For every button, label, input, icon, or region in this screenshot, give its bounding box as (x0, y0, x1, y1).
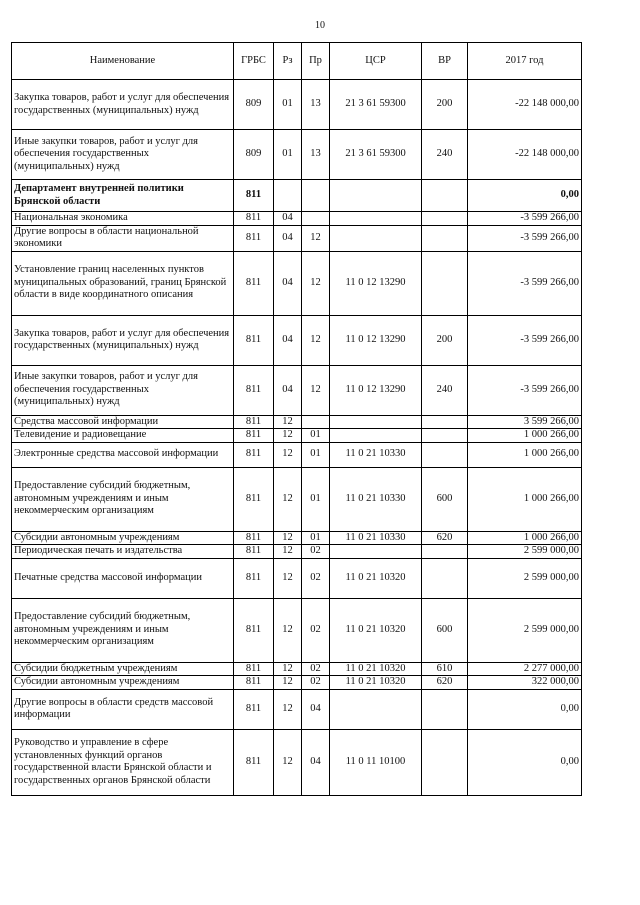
cell-pr: 01 (302, 531, 330, 545)
table-row (12, 442, 582, 467)
cell-amount: -3 599 266,00 (468, 315, 582, 365)
cell-csr: 11 0 21 10330 (330, 442, 422, 467)
cell-grbs: 811 (234, 598, 274, 662)
cell-name: Установление границ населенных пунктов муниципальных образований, границ Брянской области в виде координатного описания (12, 251, 234, 315)
cell-csr: 11 0 21 10330 (330, 467, 422, 531)
cell-rz: 12 (274, 558, 302, 598)
cell-vr (422, 729, 468, 795)
cell-pr: 01 (302, 429, 330, 443)
cell-vr (422, 442, 468, 467)
budget-table (11, 42, 582, 796)
cell-pr (302, 212, 330, 226)
table-row (12, 415, 582, 429)
cell-pr: 02 (302, 662, 330, 676)
cell-amount: 0,00 (468, 689, 582, 729)
cell-name: Периодическая печать и издательства (12, 545, 234, 559)
cell-rz: 12 (274, 415, 302, 429)
cell-amount: 1 000 266,00 (468, 467, 582, 531)
cell-rz: 12 (274, 531, 302, 545)
header-name: Наименование (12, 43, 234, 80)
cell-grbs: 811 (234, 415, 274, 429)
cell-pr: 02 (302, 558, 330, 598)
table-row (12, 225, 582, 251)
cell-csr: 11 0 21 10330 (330, 531, 422, 545)
table-body (12, 80, 582, 796)
cell-grbs: 811 (234, 689, 274, 729)
cell-vr: 600 (422, 598, 468, 662)
header-csr: ЦСР (330, 43, 422, 80)
cell-csr: 11 0 12 13290 (330, 365, 422, 415)
cell-rz: 12 (274, 467, 302, 531)
cell-csr (330, 180, 422, 212)
cell-grbs: 811 (234, 442, 274, 467)
cell-csr (330, 225, 422, 251)
cell-vr: 620 (422, 531, 468, 545)
cell-amount: 2 599 000,00 (468, 545, 582, 559)
cell-grbs: 811 (234, 180, 274, 212)
table-row (12, 662, 582, 676)
cell-amount: -3 599 266,00 (468, 251, 582, 315)
cell-name: Средства массовой информации (12, 415, 234, 429)
cell-csr: 21 3 61 59300 (330, 80, 422, 130)
table-row (12, 251, 582, 315)
cell-name: Национальная экономика (12, 212, 234, 226)
cell-pr (302, 415, 330, 429)
table-row (12, 80, 582, 130)
table-row (12, 676, 582, 690)
cell-vr (422, 212, 468, 226)
cell-csr (330, 212, 422, 226)
table-row (12, 531, 582, 545)
cell-name: Печатные средства массовой информации (12, 558, 234, 598)
cell-grbs: 811 (234, 225, 274, 251)
cell-grbs: 811 (234, 315, 274, 365)
cell-name: Департамент внутренней политики Брянской области (12, 180, 234, 212)
cell-pr: 02 (302, 676, 330, 690)
cell-grbs: 811 (234, 429, 274, 443)
cell-name: Субсидии автономным учреждениям (12, 676, 234, 690)
cell-csr: 11 0 21 10320 (330, 598, 422, 662)
cell-name: Иные закупки товаров, работ и услуг для обеспечения государственных (муниципальных) нужд (12, 130, 234, 180)
cell-name: Другие вопросы в области средств массовой информации (12, 689, 234, 729)
cell-grbs: 809 (234, 80, 274, 130)
cell-amount: 3 599 266,00 (468, 415, 582, 429)
page-number: 10 (315, 20, 325, 31)
cell-grbs: 811 (234, 662, 274, 676)
table-row (12, 315, 582, 365)
cell-rz: 12 (274, 729, 302, 795)
cell-csr: 11 0 21 10320 (330, 662, 422, 676)
cell-grbs: 811 (234, 251, 274, 315)
cell-amount: 0,00 (468, 729, 582, 795)
table-row (12, 598, 582, 662)
cell-grbs: 811 (234, 558, 274, 598)
cell-vr (422, 225, 468, 251)
cell-amount: 1 000 266,00 (468, 429, 582, 443)
cell-name: Руководство и управление в сфере установленных функций органов государственной власти Брянской области и государственных органов Брянской области (12, 729, 234, 795)
table-row (12, 365, 582, 415)
cell-pr: 12 (302, 225, 330, 251)
cell-rz: 12 (274, 429, 302, 443)
cell-name: Телевидение и радиовещание (12, 429, 234, 443)
cell-pr: 12 (302, 315, 330, 365)
cell-vr (422, 545, 468, 559)
cell-grbs: 811 (234, 365, 274, 415)
cell-name: Субсидии бюджетным учреждениям (12, 662, 234, 676)
cell-pr: 01 (302, 467, 330, 531)
header-rz: Рз (274, 43, 302, 80)
cell-amount: 0,00 (468, 180, 582, 212)
cell-pr (302, 180, 330, 212)
header-year: 2017 год (468, 43, 582, 80)
header-grbs: ГРБС (234, 43, 274, 80)
cell-csr (330, 429, 422, 443)
table-row (12, 467, 582, 531)
cell-rz: 12 (274, 676, 302, 690)
cell-vr: 200 (422, 315, 468, 365)
table-row (12, 689, 582, 729)
table-row (12, 130, 582, 180)
cell-grbs: 811 (234, 545, 274, 559)
cell-name: Закупка товаров, работ и услуг для обеспечения государственных (муниципальных) нужд (12, 80, 234, 130)
cell-pr: 12 (302, 251, 330, 315)
cell-grbs: 811 (234, 212, 274, 226)
cell-rz: 04 (274, 212, 302, 226)
cell-grbs: 811 (234, 531, 274, 545)
cell-vr (422, 429, 468, 443)
cell-pr: 13 (302, 130, 330, 180)
cell-pr: 01 (302, 442, 330, 467)
cell-name: Другие вопросы в области национальной экономики (12, 225, 234, 251)
cell-name: Субсидии автономным учреждениям (12, 531, 234, 545)
cell-rz: 12 (274, 545, 302, 559)
table-row (12, 212, 582, 226)
cell-name: Закупка товаров, работ и услуг для обеспечения государственных (муниципальных) нужд (12, 315, 234, 365)
cell-vr (422, 415, 468, 429)
cell-rz: 12 (274, 662, 302, 676)
cell-vr: 610 (422, 662, 468, 676)
cell-csr: 21 3 61 59300 (330, 130, 422, 180)
cell-rz: 04 (274, 365, 302, 415)
cell-vr: 200 (422, 80, 468, 130)
cell-vr: 620 (422, 676, 468, 690)
table-row (12, 729, 582, 795)
cell-vr: 240 (422, 365, 468, 415)
cell-rz: 04 (274, 225, 302, 251)
table-row (12, 558, 582, 598)
cell-rz: 12 (274, 442, 302, 467)
cell-rz: 12 (274, 598, 302, 662)
cell-amount: -3 599 266,00 (468, 225, 582, 251)
cell-amount: 2 599 000,00 (468, 598, 582, 662)
cell-pr: 02 (302, 598, 330, 662)
cell-rz: 01 (274, 130, 302, 180)
cell-rz: 01 (274, 80, 302, 130)
cell-name: Предоставление субсидий бюджетным, автономным учреждениям и иным некоммерческим организациям (12, 467, 234, 531)
cell-vr: 600 (422, 467, 468, 531)
cell-amount: 2 277 000,00 (468, 662, 582, 676)
cell-amount: -22 148 000,00 (468, 130, 582, 180)
cell-vr (422, 251, 468, 315)
cell-csr (330, 415, 422, 429)
table-header-row (12, 43, 582, 80)
cell-csr: 11 0 12 13290 (330, 315, 422, 365)
cell-rz: 04 (274, 251, 302, 315)
cell-rz: 12 (274, 689, 302, 729)
cell-name: Предоставление субсидий бюджетным, автономным учреждениям и иным некоммерческим организациям (12, 598, 234, 662)
cell-name: Иные закупки товаров, работ и услуг для обеспечения государственных (муниципальных) нужд (12, 365, 234, 415)
table-row (12, 180, 582, 212)
cell-amount: -3 599 266,00 (468, 212, 582, 226)
cell-csr: 11 0 12 13290 (330, 251, 422, 315)
cell-grbs: 811 (234, 729, 274, 795)
cell-amount: -3 599 266,00 (468, 365, 582, 415)
cell-grbs: 809 (234, 130, 274, 180)
cell-pr: 04 (302, 729, 330, 795)
header-vr: ВР (422, 43, 468, 80)
cell-grbs: 811 (234, 467, 274, 531)
table-row (12, 545, 582, 559)
cell-vr (422, 558, 468, 598)
cell-csr: 11 0 21 10320 (330, 676, 422, 690)
cell-vr (422, 689, 468, 729)
table-row (12, 429, 582, 443)
cell-rz: 04 (274, 315, 302, 365)
cell-vr (422, 180, 468, 212)
cell-csr: 11 0 21 10320 (330, 558, 422, 598)
cell-csr: 11 0 11 10100 (330, 729, 422, 795)
cell-grbs: 811 (234, 676, 274, 690)
cell-amount: 2 599 000,00 (468, 558, 582, 598)
cell-vr: 240 (422, 130, 468, 180)
cell-pr: 12 (302, 365, 330, 415)
cell-csr (330, 689, 422, 729)
cell-amount: 1 000 266,00 (468, 531, 582, 545)
header-pr: Пр (302, 43, 330, 80)
cell-rz (274, 180, 302, 212)
cell-pr: 13 (302, 80, 330, 130)
cell-pr: 02 (302, 545, 330, 559)
cell-csr (330, 545, 422, 559)
cell-name: Электронные средства массовой информации (12, 442, 234, 467)
cell-amount: 1 000 266,00 (468, 442, 582, 467)
cell-amount: 322 000,00 (468, 676, 582, 690)
cell-pr: 04 (302, 689, 330, 729)
cell-amount: -22 148 000,00 (468, 80, 582, 130)
